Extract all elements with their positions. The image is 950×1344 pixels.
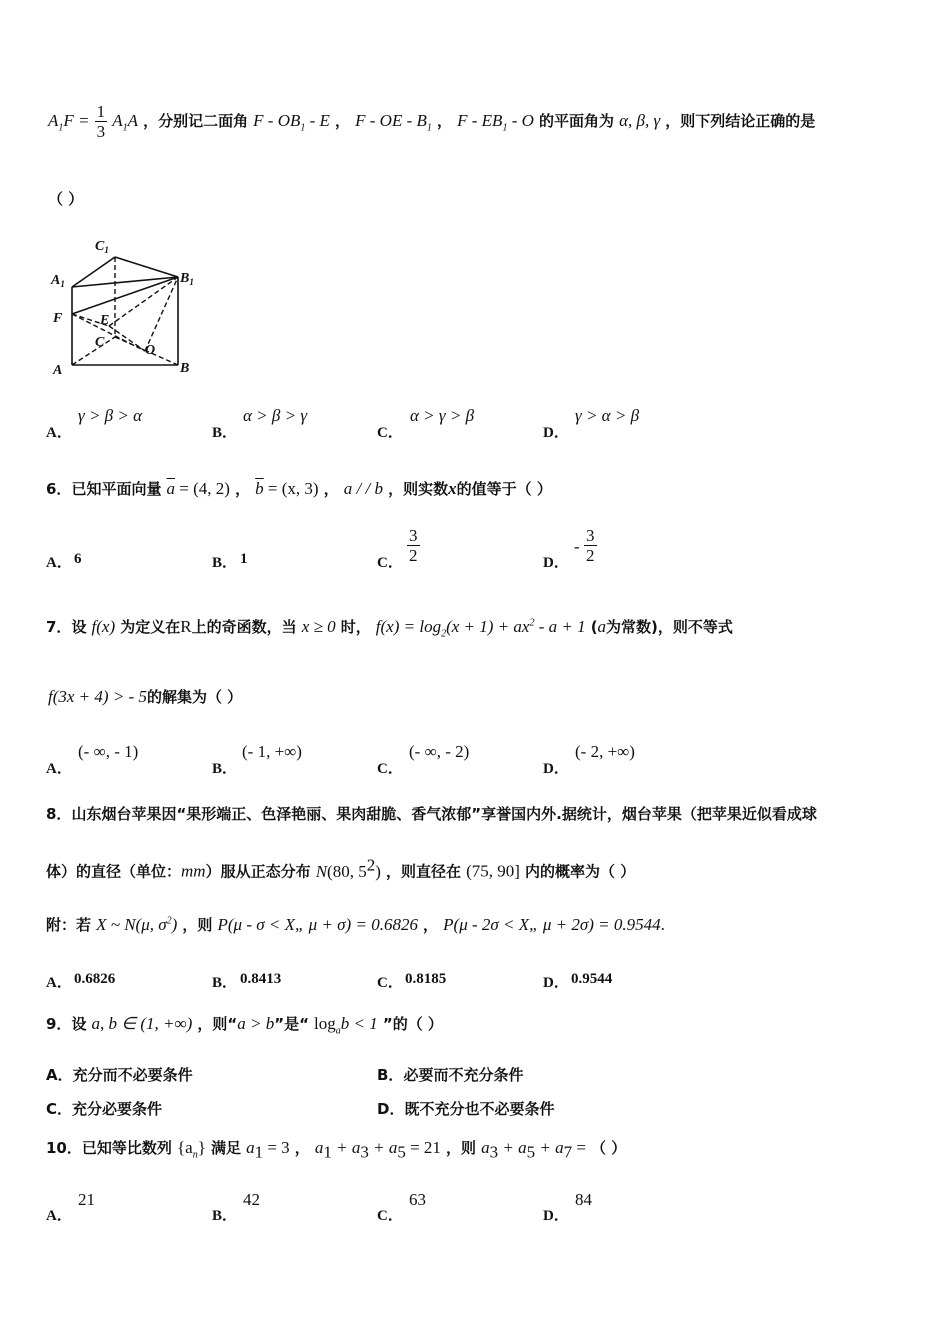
q7-option-c-label[interactable]: C． — [377, 761, 403, 777]
q7-condition: x ≥ 0 — [301, 617, 336, 636]
q10-a1: $a_1 = 3$ — [246, 1138, 290, 1162]
q9-option-a[interactable]: A．充分而不必要条件 — [46, 1066, 193, 1084]
q9-stem: 9．设 a, b ∈ (1, +∞) ，则“a > b”是“ $\log_ab < 1$ ”的（ ） — [46, 1014, 443, 1037]
q8-line1: 8．山东烟台苹果因“果形端正、色泽艳丽、果肉甜脆、香气浓郁”享誉国内外.据统计，烟台苹果（把苹果近似看成球 — [46, 805, 817, 823]
q5-option-d-label[interactable]: D． — [543, 425, 569, 441]
q7-formula: $f(x) = \log_2(x + 1) + ax^2 - a + 1$ — [375, 617, 586, 640]
label-a: A — [53, 363, 63, 378]
q8-option-b-value: 0.8413 — [240, 971, 282, 987]
q7-inequality: f(3x + 4) > - 5 — [48, 687, 147, 706]
q7-stem: 7．设 f(x) 为定义在R上的奇函数，当 x ≥ 0 时， $f(x) = \log_2(x + 1) + ax^2 - a + 1$ (a为常数)，则不等式 — [46, 617, 733, 640]
q5-option-b-label[interactable]: B． — [212, 425, 238, 441]
q8-distribution: N(80, $5^2$) — [315, 855, 381, 881]
q8-option-b-label[interactable]: B． — [212, 975, 238, 991]
q6-option-d-sign: - — [574, 537, 580, 556]
label-a1: $A_1$ — [51, 273, 65, 289]
q6-option-b-value: 1 — [240, 551, 248, 567]
q5-option-b-value: α > β > γ — [243, 406, 308, 425]
q6-option-d-label[interactable]: D． — [543, 555, 569, 571]
label-b: B — [180, 361, 190, 376]
q6-option-c-fraction: $\frac{3}{2}$ — [409, 526, 418, 565]
q10-option-c-label[interactable]: C． — [377, 1208, 403, 1224]
q5-option-d-value: γ > α > β — [575, 406, 640, 425]
q5-dihedral-3: F - $EB_1$ - O — [457, 111, 534, 134]
q8-option-a-label[interactable]: A． — [46, 975, 72, 991]
q7-option-d-value: (- 2, +∞) — [575, 742, 635, 761]
q7-option-a-label[interactable]: A． — [46, 761, 72, 777]
q9-log-expr: $\log_ab < 1$ — [314, 1014, 378, 1037]
q9-option-c[interactable]: C．充分必要条件 — [46, 1100, 163, 1118]
q6-option-a-label[interactable]: A． — [46, 555, 72, 571]
q8-interval: (75, 90] — [466, 861, 520, 881]
q10-sum2: $a_3 + a_5 + a_7$ = — [481, 1138, 586, 1162]
q10-option-d-value: 84 — [575, 1190, 592, 1209]
label-b1: $B_1$ — [180, 271, 194, 287]
q5-angles: α, β, γ — [619, 111, 661, 130]
q10-sequence: $\{a_n\}$ — [176, 1138, 206, 1161]
q8-option-a-value: 0.6826 — [74, 971, 116, 987]
q10-option-d-label[interactable]: D． — [543, 1208, 569, 1224]
q7-stem-line2: f(3x + 4) > - 5的解集为（ ） — [48, 687, 243, 706]
q10-sum1: $a_1 + a_3 + a_5 = 21$ — [314, 1138, 441, 1162]
q9-condition: a, b ∈ (1, +∞) — [91, 1014, 193, 1033]
q8-line3: 附：若 X ~ N(μ, $\sigma^2$) ，则 P(μ - σ < X„ μ + σ) = 0.6826 ， P(μ - 2σ < X„ μ + 2σ) = 0.9544. — [46, 915, 665, 934]
q6-vector-a: $\overline{a}$ — [166, 479, 176, 498]
q8-random-variable: X ~ N(μ, $\sigma^2$) — [96, 915, 178, 934]
q8-option-c-label[interactable]: C． — [377, 975, 403, 991]
q10-option-c-value: 63 — [409, 1190, 426, 1209]
q5-stem-line: $A_1F$ = $\frac{1}{3}$ $A_1A$ ，分别记二面角 F - $OB_1$ - E ， F - OE - $B_1$ ， F - $EB_1$ - O 的平面角为 α, β, γ ，则下列结论正确的是 — [48, 102, 816, 141]
q7-option-a-value: (- ∞, - 1) — [78, 742, 139, 761]
q7-fx: f(x) — [91, 617, 116, 636]
q10-option-b-label[interactable]: B． — [212, 1208, 238, 1224]
q8-prob-1: P(μ - σ < X„ μ + σ) = 0.6826 — [217, 915, 418, 934]
label-c1: $C_1$ — [95, 239, 109, 255]
label-f: F — [53, 311, 63, 326]
q6-stem: 6．已知平面向量 $\overline{a} = (4$, 2) ， $\overline{b} = (x$, 3) ， a / / b ，则实数x的值等于（ ） — [46, 479, 552, 498]
label-o: O — [145, 343, 156, 358]
q10-option-a-label[interactable]: A． — [46, 1208, 72, 1224]
q8-option-d-label[interactable]: D． — [543, 975, 569, 991]
q9-option-b[interactable]: B．必要而不充分条件 — [377, 1066, 524, 1084]
q10-option-b-value: 42 — [243, 1190, 260, 1209]
label-c: C — [95, 335, 105, 350]
q6-option-d-fraction: $\frac{3}{2}$ — [586, 526, 595, 565]
q6-vector-b: $\overline{b}$ — [255, 479, 264, 498]
q6-parallel: a / / b — [343, 479, 383, 498]
q5-fraction: $\frac{1}{3}$ — [96, 102, 106, 141]
q5-a1a-expr: $A_1A$ — [112, 111, 138, 134]
q5-option-a-value: γ > β > α — [78, 406, 143, 425]
q9-option-d[interactable]: D．既不充分也不必要条件 — [377, 1100, 555, 1118]
q8-line2: 体）的直径（单位：mm）服从正态分布 N(80, $5^2$) ，则直径在 (75, 90] 内的概率为（ ） — [46, 855, 636, 881]
q7-option-c-value: (- ∞, - 2) — [409, 742, 470, 761]
q5-option-c-label[interactable]: C． — [377, 425, 403, 441]
q5-option-c-value: α > γ > β — [410, 406, 475, 425]
q5-dihedral-2: F - OE - $B_1$ — [355, 111, 432, 134]
q5-answer-paren: （ ） — [48, 190, 84, 208]
q10-stem: 10．已知等比数列 $\{a_n\}$ 满足 $a_1 = 3$ ， $a_1 + a_3 + a_5 = 21$ ，则 $a_3 + a_5 + a_7$ = （ ） — [46, 1138, 627, 1162]
q8-option-c-value: 0.8185 — [405, 971, 447, 987]
q10-option-a-value: 21 — [78, 1190, 95, 1209]
q5-af-expr: $A_1F$ = — [48, 111, 90, 134]
q7-option-d-label[interactable]: D． — [543, 761, 569, 777]
q6-option-a-value: 6 — [74, 551, 82, 567]
q8-option-d-value: 0.9544 — [571, 971, 613, 987]
q6-option-c-label[interactable]: C． — [377, 555, 403, 571]
q7-option-b-value: (- 1, +∞) — [242, 742, 302, 761]
q8-prob-2: P(μ - 2σ < X„ μ + 2σ) = 0.9544 — [443, 915, 661, 934]
q6-option-b-label[interactable]: B． — [212, 555, 238, 571]
q5-option-a-label[interactable]: A． — [46, 425, 72, 441]
label-e: E — [100, 313, 110, 328]
q7-option-b-label[interactable]: B． — [212, 761, 238, 777]
q5-dihedral-1: F - $OB_1$ - E — [253, 111, 330, 134]
q5-prism-figure — [45, 232, 215, 382]
